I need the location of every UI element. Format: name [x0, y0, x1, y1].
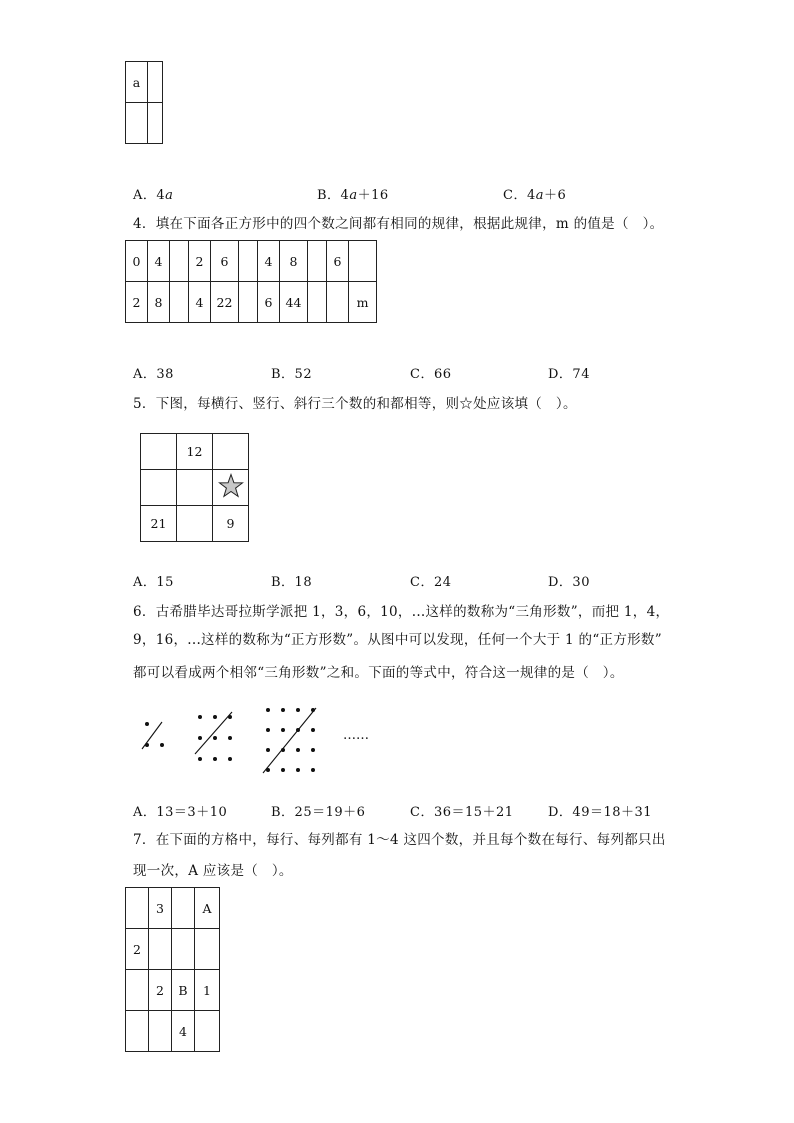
q3-cell: a — [126, 62, 148, 103]
q3-cell — [148, 62, 163, 103]
q4-cell: 4 — [148, 241, 170, 282]
q7-question-line-2: 现一次，A 应该是（ ）。 — [133, 863, 293, 879]
q4-cell: 2 — [126, 282, 148, 323]
q4-cell — [170, 241, 189, 282]
q4-cell: 2 — [189, 241, 211, 282]
q3-cell — [148, 103, 163, 144]
q5-cell — [177, 470, 213, 506]
q7-cell: B — [172, 970, 195, 1011]
q4-option-d: D．74 — [548, 367, 590, 382]
q5-cell: 21 — [141, 506, 177, 542]
q6-option-d: D．49＝18＋31 — [548, 805, 653, 820]
q5-question: 5．下图，每横行、竖行、斜行三个数的和都相等，则☆处应该填（ ）。 — [133, 396, 577, 412]
q4-cell — [308, 241, 327, 282]
q6-option-a: A．13＝3＋10 — [133, 805, 228, 820]
dot-group-2 — [198, 715, 232, 761]
q4-cell: 6 — [258, 282, 280, 323]
q7-cell: 4 — [172, 1011, 195, 1052]
q4-option-c: C．66 — [410, 367, 452, 382]
q4-cell: 8 — [280, 241, 308, 282]
q5-cell — [177, 506, 213, 542]
q4-cell — [170, 282, 189, 323]
q7-cell — [149, 929, 172, 970]
q7-cell: 2 — [126, 929, 149, 970]
q3-option-a: A．4𝑎 — [133, 188, 174, 203]
q7-cell — [126, 888, 149, 929]
q7-grid — [125, 887, 220, 1052]
q4-option-b: B．52 — [271, 367, 313, 382]
q7-cell: 2 — [149, 970, 172, 1011]
ellipsis: …… — [343, 728, 369, 743]
star-icon — [218, 473, 244, 499]
q4-question: 4．填在下面各正方形中的四个数之间都有相同的规律，根据此规律，m 的值是（ ）。 — [133, 216, 664, 232]
q4-cell: 4 — [258, 241, 280, 282]
q7-cell — [172, 888, 195, 929]
q5-cell — [213, 434, 249, 470]
q5-cell — [141, 470, 177, 506]
q4-cell — [308, 282, 327, 323]
q7-cell — [126, 1011, 149, 1052]
q4-cell: 44 — [280, 282, 308, 323]
q7-cell: 1 — [195, 970, 220, 1011]
q4-cell — [239, 282, 258, 323]
q7-cell — [172, 929, 195, 970]
q5-cell — [141, 434, 177, 470]
q6-option-c: C．36＝15＋21 — [410, 805, 514, 820]
dot-pattern-figure — [135, 700, 335, 780]
q3-cell — [126, 103, 148, 144]
q7-cell: A — [195, 888, 220, 929]
q6-question-line-3: 都可以看成两个相邻“三角形数”之和。下面的等式中，符合这一规律的是（ ）。 — [133, 665, 624, 681]
q5-option-c: C．24 — [410, 575, 452, 590]
q5-option-b: B．18 — [271, 575, 313, 590]
dot-group-1 — [145, 722, 164, 747]
q4-grid — [125, 240, 377, 323]
q4-cell — [327, 282, 349, 323]
q7-cell — [195, 929, 220, 970]
q4-cell: 22 — [211, 282, 239, 323]
q5-cell: 12 — [177, 434, 213, 470]
q3-option-b: B．4𝑎＋16 — [317, 188, 389, 203]
q4-cell: 6 — [327, 241, 349, 282]
q6-question-line-1: 6．古希腊毕达哥拉斯学派把 1，3，6，10，...这样的数称为“三角形数”，而把 1，4， — [133, 604, 670, 620]
q4-cell — [349, 241, 377, 282]
q3-grid — [125, 61, 163, 144]
q5-star-cell — [213, 470, 249, 506]
q7-cell — [195, 1011, 220, 1052]
q6-question-line-2: 9，16，...这样的数称为“正方形数”。从图中可以发现，任何一个大于 1 的“正方形数” — [133, 632, 662, 648]
q5-option-d: D．30 — [548, 575, 590, 590]
q7-cell — [126, 970, 149, 1011]
q5-magic-square — [140, 433, 249, 542]
q4-cell — [239, 241, 258, 282]
q7-cell: 3 — [149, 888, 172, 929]
q5-option-a: A．15 — [133, 575, 174, 590]
q6-option-b: B．25＝19＋6 — [271, 805, 366, 820]
q4-option-a: A．38 — [133, 367, 174, 382]
q3-option-c: C．4𝑎＋6 — [503, 188, 567, 203]
q4-cell: 8 — [148, 282, 170, 323]
q7-question-line-1: 7．在下面的方格中，每行、每列都有 1～4 这四个数，并且每个数在每行、每列都只出 — [133, 832, 666, 848]
q4-cell: 6 — [211, 241, 239, 282]
q4-cell: 0 — [126, 241, 148, 282]
q5-cell: 9 — [213, 506, 249, 542]
q4-cell: 4 — [189, 282, 211, 323]
q7-cell — [149, 1011, 172, 1052]
q4-cell: m — [349, 282, 377, 323]
